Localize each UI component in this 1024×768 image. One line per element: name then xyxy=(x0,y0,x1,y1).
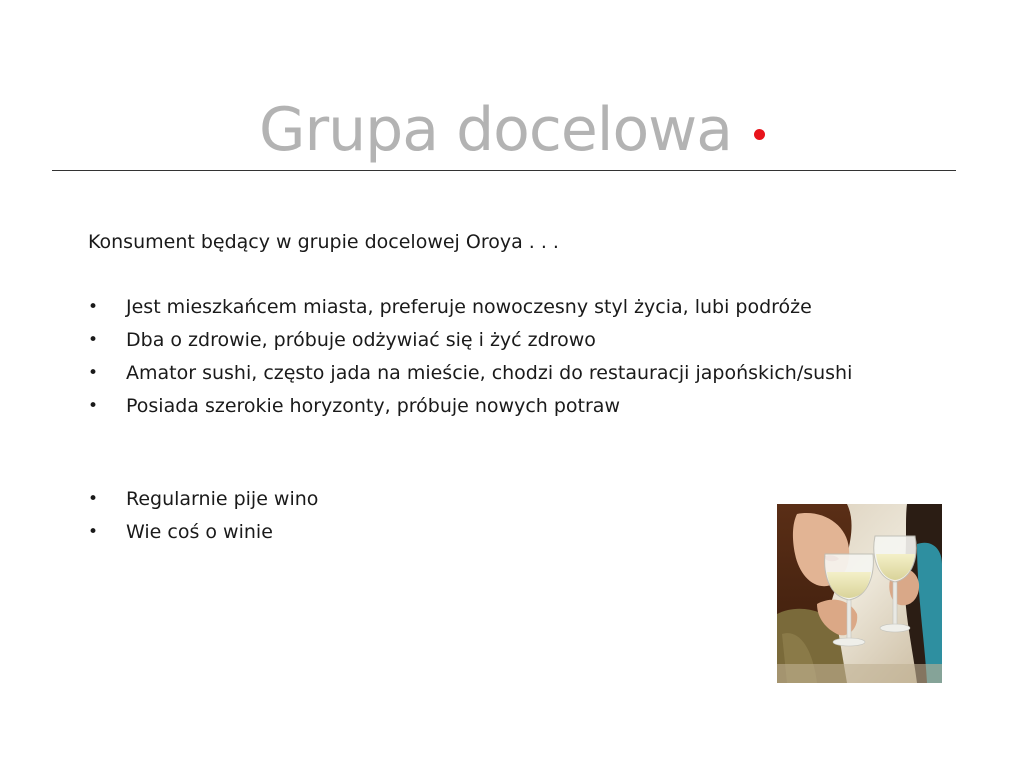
bullet-icon: • xyxy=(88,297,99,317)
title-bar xyxy=(0,92,1024,168)
list-item xyxy=(88,393,866,419)
list-item-text: Dba o zdrowie, próbuje odżywiać się i żyć zdrowo xyxy=(126,329,596,351)
list-item xyxy=(88,360,866,386)
list-item-text: Regularnie pije wino xyxy=(126,488,319,510)
list-item-text: Posiada szerokie horyzonty, próbuje nowych potraw xyxy=(126,395,620,417)
bullet-icon: • xyxy=(88,396,99,416)
bullet-icon: • xyxy=(88,522,99,542)
bullet-icon: • xyxy=(88,330,99,350)
list-item xyxy=(88,486,318,512)
slide-title: Grupa docelowa xyxy=(258,95,733,165)
accent-dot-icon xyxy=(754,129,765,140)
intro-text: Konsument będący w grupie docelowej Oroya . . . xyxy=(88,231,559,253)
bullet-list-primary xyxy=(88,294,866,426)
bullet-list-secondary xyxy=(88,486,318,552)
list-item xyxy=(88,294,866,320)
bullet-icon: • xyxy=(88,489,99,509)
wine-toast-photo xyxy=(777,504,942,683)
list-item xyxy=(88,519,318,545)
list-item-text: Wie coś o winie xyxy=(126,521,273,543)
title-divider xyxy=(52,170,956,171)
list-item-text: Jest mieszkańcem miasta, preferuje nowoczesny styl życia, lubi podróże xyxy=(126,296,812,318)
list-item xyxy=(88,327,866,353)
bullet-icon: • xyxy=(88,363,99,383)
list-item-text: Amator sushi, często jada na mieście, chodzi do restauracji japońskich/sushi xyxy=(126,362,853,384)
